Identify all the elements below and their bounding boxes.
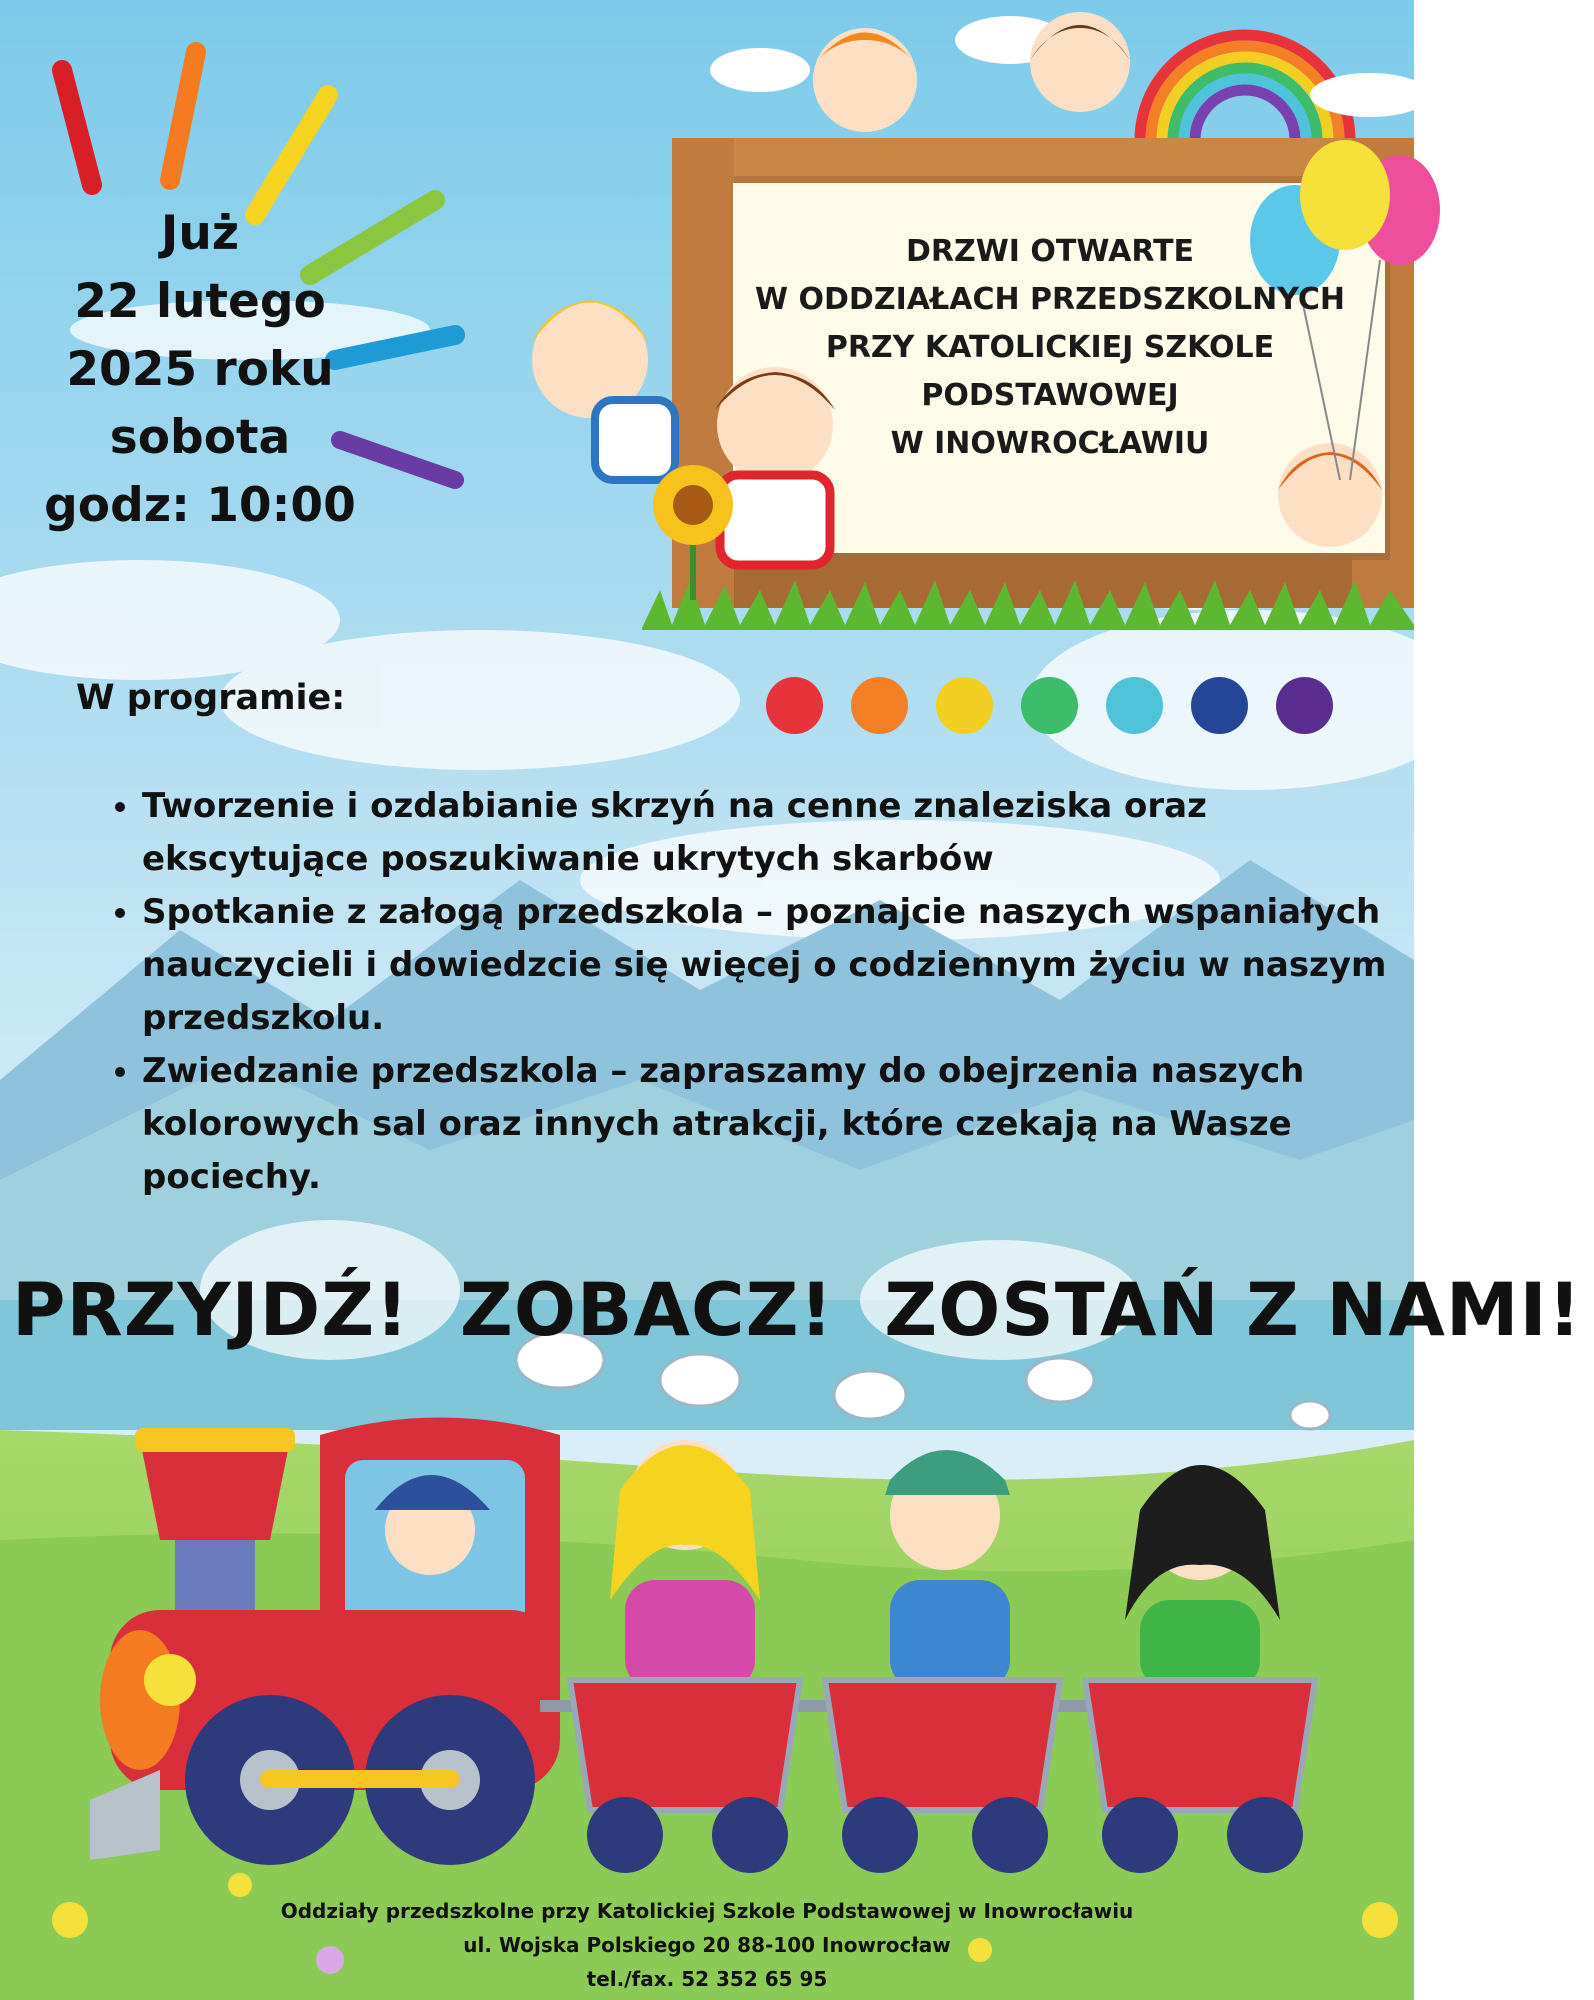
color-dot (766, 677, 823, 734)
color-dot (1191, 677, 1248, 734)
date-line: godz: 10:00 (44, 478, 356, 533)
date-line: sobota (109, 410, 291, 465)
slogan-part: ZOBACZ! (459, 1268, 834, 1353)
color-dot (936, 677, 993, 734)
footer-contact (0, 1894, 1414, 1996)
footer-phone: tel./fax. 52 352 65 95 (586, 1967, 828, 1991)
color-dot (1021, 677, 1078, 734)
list-item: • Tworzenie i ozdabianie skrzyń na cenne znaleziska oraz ekscytujące poszukiwanie ukrytych skarbów (142, 780, 1432, 886)
slogan-part: PRZYJDŹ! (12, 1268, 410, 1353)
board-line: DRZWI OTWARTE (905, 234, 1195, 269)
board-line: W INOWROCŁAWIU (890, 426, 1210, 461)
date-line: 2025 roku (66, 342, 334, 397)
program-list (96, 780, 1432, 1204)
color-dot (851, 677, 908, 734)
date-line: Już (160, 206, 240, 261)
slogan-part: ZOSTAŃ Z NAMI! (884, 1268, 1583, 1353)
program-label: W programie: (76, 678, 346, 718)
footer-address: ul. Wojska Polskiego 20 88-100 Inowrocław (463, 1933, 951, 1957)
list-item: • Spotkanie z załogą przedszkola – poznajcie naszych wspaniałych nauczycieli i dowiedzcie się więcej o codziennym życiu w naszym przedszkolu. (142, 886, 1432, 1045)
color-dot (1106, 677, 1163, 734)
color-dot (1276, 677, 1333, 734)
footer-name: Oddziały przedszkolne przy Katolickiej Szkole Podstawowej w Inowrocławiu (280, 1899, 1134, 1923)
slogan (0, 1268, 1583, 1353)
color-dots (766, 677, 1333, 734)
date-line: 22 lutego (74, 274, 326, 329)
board-line: PRZY KATOLICKIEJ SZKOLE (825, 330, 1275, 365)
event-date-block (40, 200, 360, 540)
board-line: PODSTAWOWEJ (921, 378, 1179, 413)
sign-board-text (735, 228, 1365, 468)
list-item: • Zwiedzanie przedszkola – zapraszamy do obejrzenia naszych kolorowych sal oraz innych atrakcji, które czekają na Wasze pociechy. (142, 1045, 1432, 1204)
board-line: W ODDZIAŁACH PRZEDSZKOLNYCH (754, 282, 1346, 317)
